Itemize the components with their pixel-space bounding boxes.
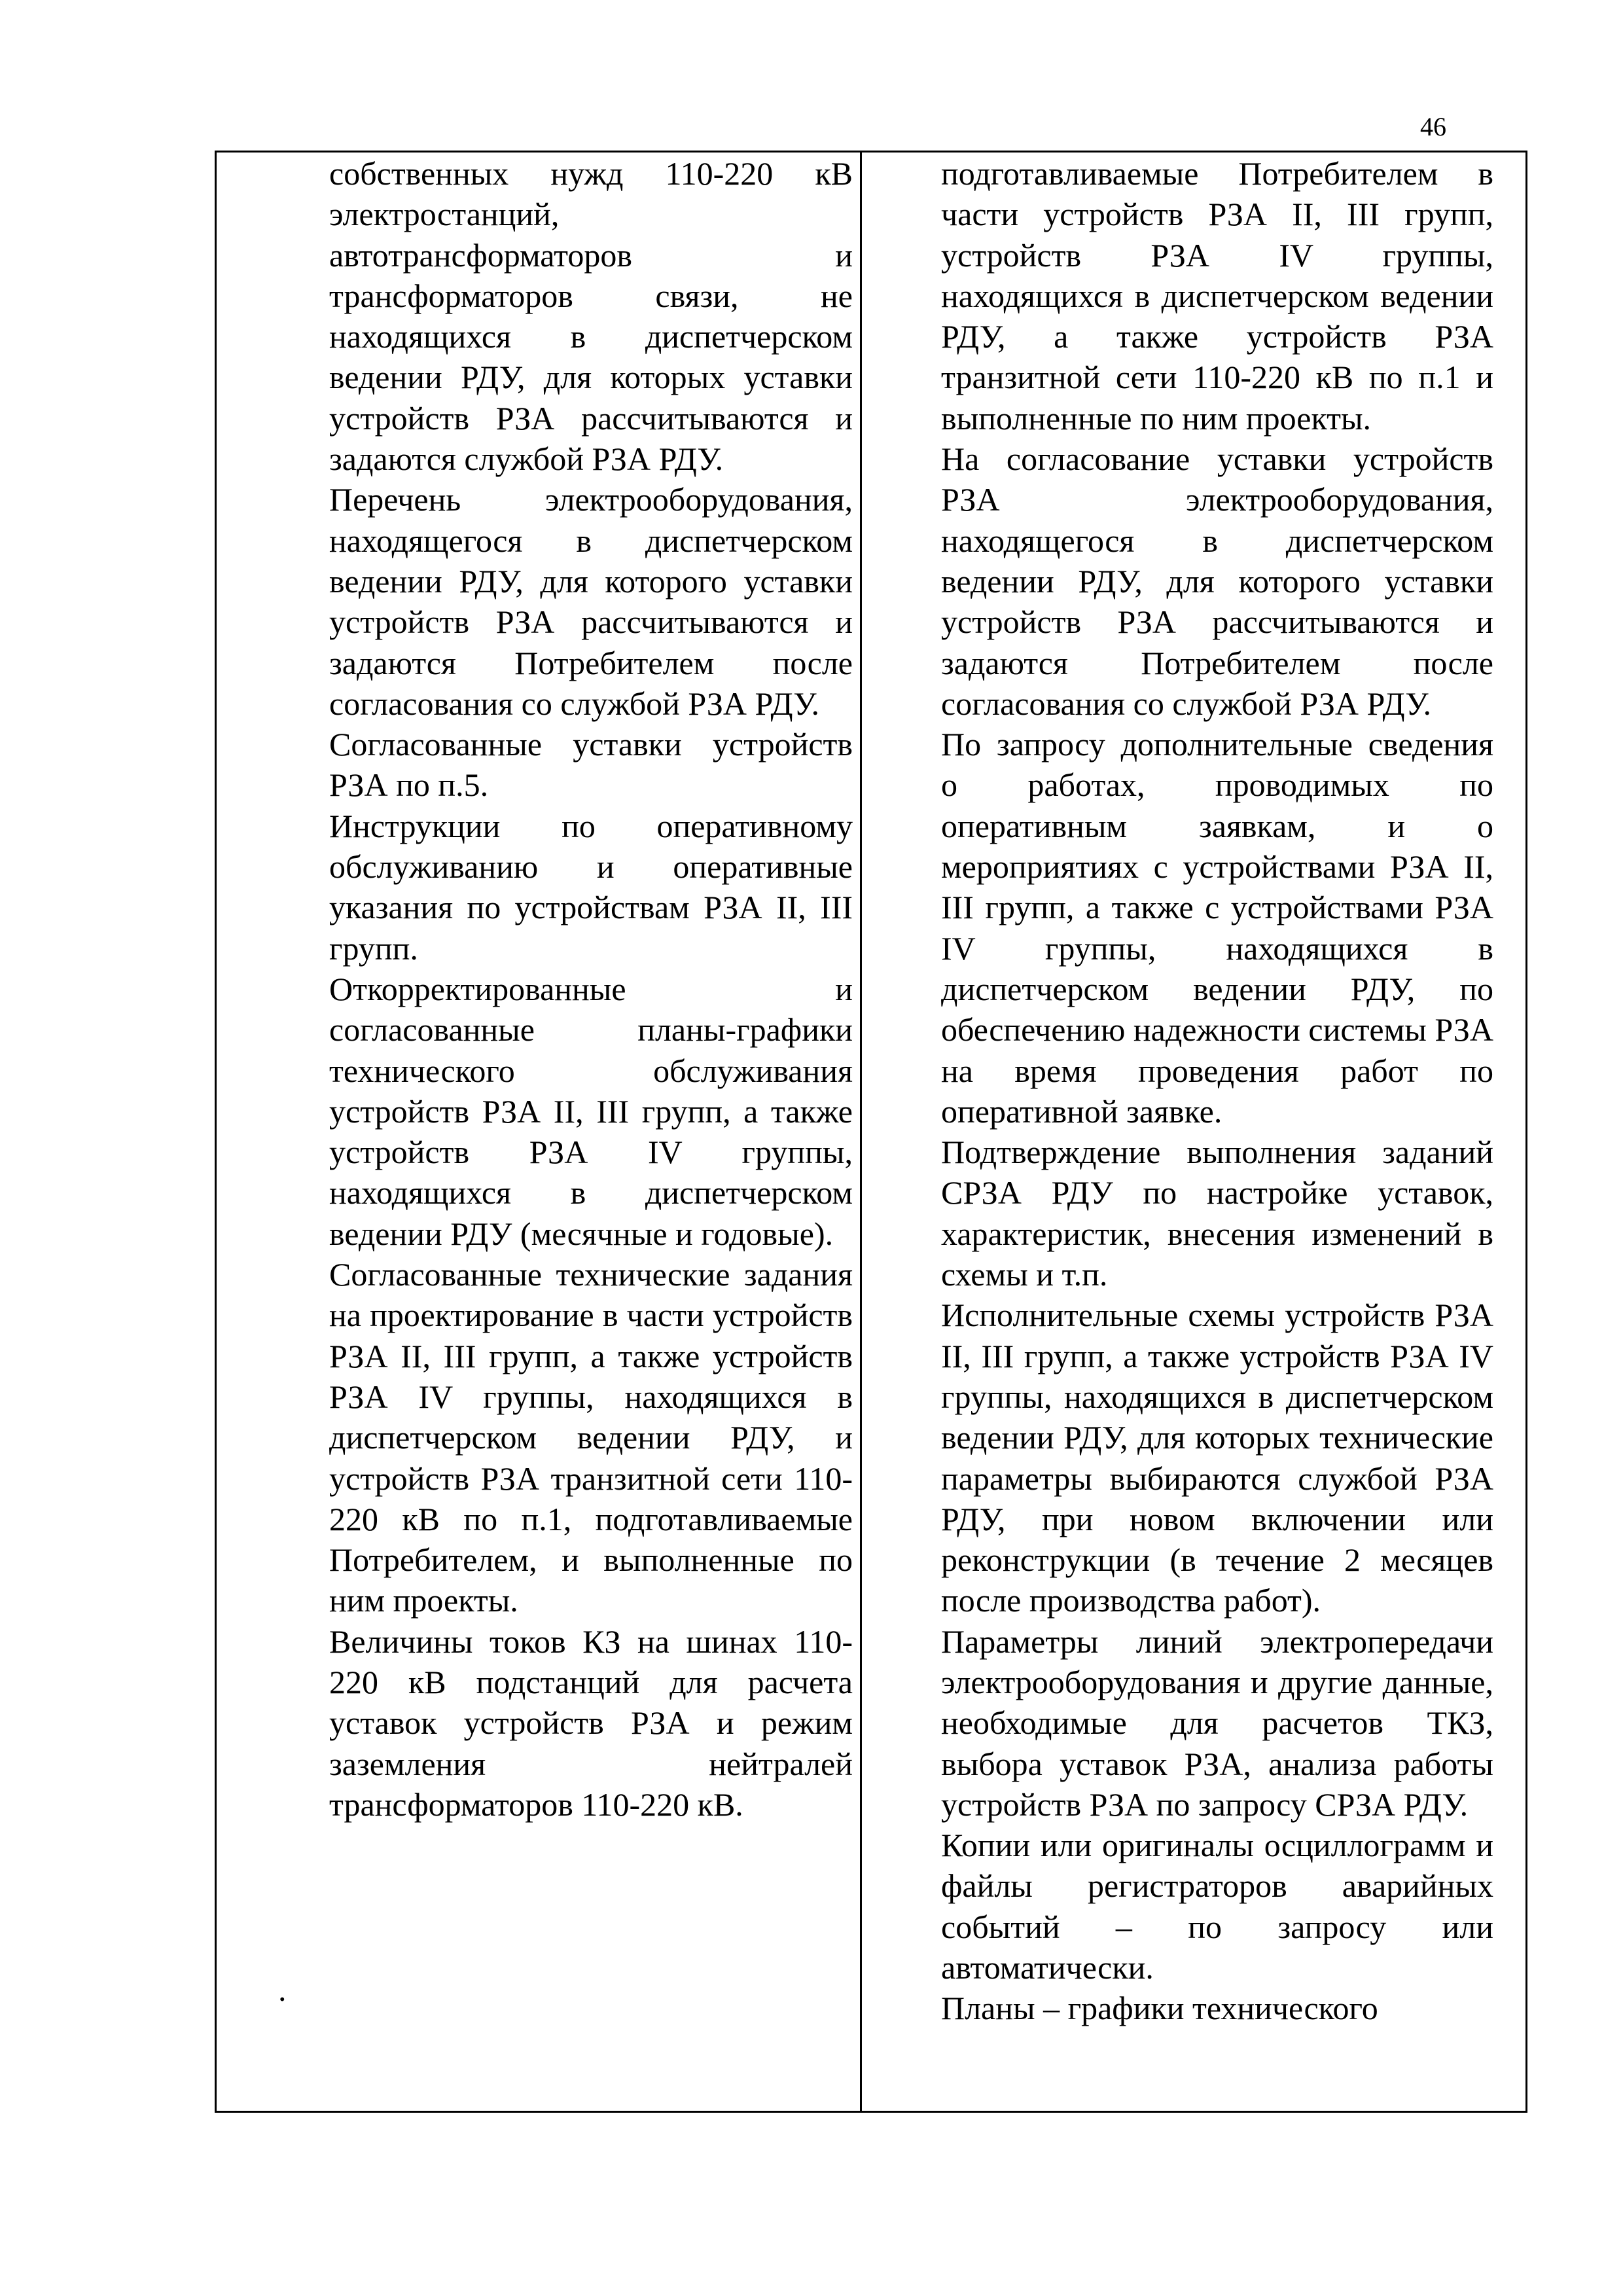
right-column bbox=[941, 153, 1493, 2029]
left-column bbox=[329, 153, 853, 1825]
right-paragraph-schedules: Планы – графики технического bbox=[941, 1990, 1378, 2027]
right-paragraph-as-built-schemes: Исполнительные схемы устройств РЗА II, III групп, а также устройств РЗА IV группы, находящихся в диспетчерском ведении РДУ, для которых технические параметры выбираются службой РЗА РДУ, при новом включении или реконструкции (в течение 2 месяцев после производства работ). bbox=[941, 1297, 1493, 1619]
left-paragraph-maintenance-plans: Откорректированные и согласованные планы-графики технического обслуживания устройств РЗА II, III групп, а также устройств РЗА IV группы, находящихся в диспетчерском ведении РДУ (месячные и годовые). bbox=[329, 970, 853, 1252]
right-paragraph-oscillograms: Копии или оригиналы осциллограмм и файлы регистраторов аварийных событий – по запросу или автоматически. bbox=[941, 1827, 1493, 1986]
column-divider bbox=[860, 151, 862, 2113]
right-paragraph-additional-info: По запросу дополнительные сведения о работах, проводимых по оперативным заявкам, и о мероприятиях с устройствами РЗА II, III групп, а также с устройствами РЗА IV группы, находящихся в диспетчерском ведении РДУ, по обеспечению надежности системы РЗА на время проведения работ по оперативной заявке. bbox=[941, 726, 1493, 1130]
left-paragraph-instructions: Инструкции по оперативному обслуживанию и оперативные указания по устройствам РЗА II, III групп. bbox=[329, 807, 853, 967]
stray-mark: . bbox=[278, 1971, 287, 2008]
page-number: 46 bbox=[1420, 112, 1446, 141]
left-paragraph-own-needs: собственных нужд 110-220 кВ электростанций, автотрансформаторов и трансформаторов связи, не находящихся в диспетчерском ведении РДУ, для которых уставки устройств РЗА рассчитываются и задаются службой РЗА РДУ. bbox=[329, 155, 853, 478]
left-paragraph-technical-specs: Согласованные технические задания на проектирование в части устройств РЗА II, III групп, а также устройств РЗА IV группы, находящихся в диспетчерском ведении РДУ, и устройств РЗА транзитной сети 110-220 кВ по п.1, подготавливаемые Потребителем, и выполненные по ним проекты. bbox=[329, 1256, 853, 1619]
left-paragraph-equipment-list: Перечень электрооборудования, находящегося в диспетчерском ведении РДУ, для которого уставки устройств РЗА рассчитываются и задаются Потребителем после согласования со службой РЗА РДУ. bbox=[329, 481, 853, 722]
right-paragraph-line-parameters: Параметры линий электропередачи электрооборудования и другие данные, необходимые для расчетов ТКЗ, выбора уставок РЗА, анализа работы устройств РЗА по запросу СРЗА РДУ. bbox=[941, 1623, 1493, 1823]
left-paragraph-agreed-settings: Согласованные уставки устройств РЗА по п.5. bbox=[329, 726, 853, 804]
right-paragraph-prepared-projects: подготавливаемые Потребителем в части устройств РЗА II, III групп, устройств РЗА IV группы, находящихся в диспетчерском ведении РДУ, а также устройств РЗА транзитной сети 110-220 кВ по п.1 и выполненные по ним проекты. bbox=[941, 155, 1493, 437]
right-paragraph-confirmation: Подтверждение выполнения заданий СРЗА РДУ по настройке уставок, характеристик, внесения изменений в схемы и т.п. bbox=[941, 1134, 1493, 1293]
right-paragraph-settings-approval: На согласование уставки устройств РЗА электрооборудования, находящегося в диспетчерском ведении РДУ, для которого уставки устройств РЗА рассчитываются и задаются Потребителем после согласования со службой РЗА РДУ. bbox=[941, 440, 1493, 722]
left-paragraph-short-circuit-currents: Величины токов КЗ на шинах 110-220 кВ подстанций для расчета уставок устройств РЗА и режим заземления нейтралей трансформаторов 110-220 кВ. bbox=[329, 1623, 853, 1823]
